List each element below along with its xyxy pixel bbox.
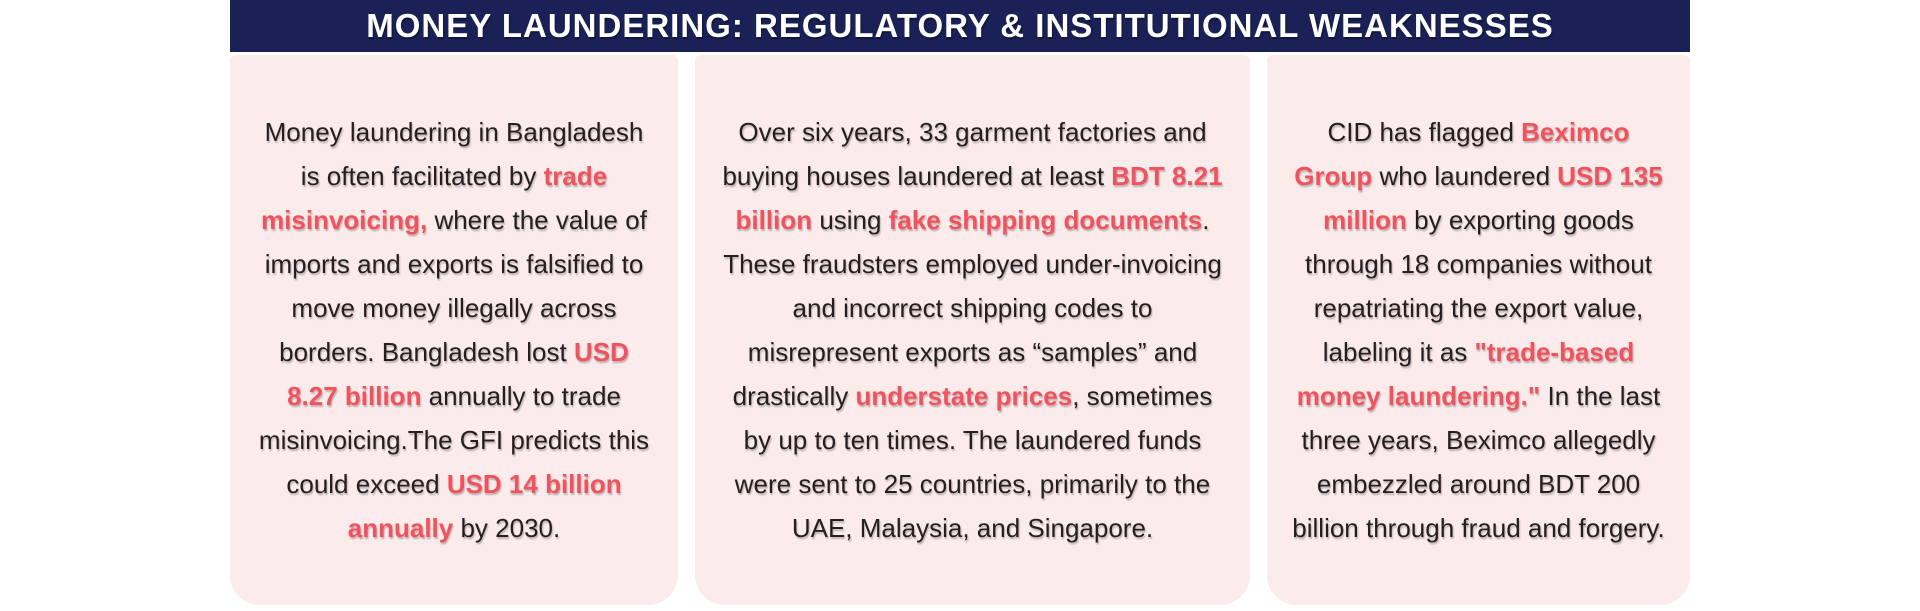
card-text <box>1289 110 1668 550</box>
text-segment: CID has flagged <box>1327 117 1522 147</box>
text-segment: , sometimes by up to ten times. The laundered funds were sent to 25 countries, primarily to the UAE, Malaysia, and Singapore. <box>734 381 1213 543</box>
highlight-text: USD 135 million <box>1323 161 1663 235</box>
infographic <box>230 0 1690 611</box>
text-segment: Money laundering in Bangladesh is often facilitated by <box>264 117 644 191</box>
card-beximco <box>1267 55 1690 605</box>
text-segment: where the value of imports and exports is falsified to move money illegally across borders. Bangladesh lost <box>264 205 647 367</box>
text-segment: annually to trade misinvoicing.The GFI predicts this could exceed <box>258 381 650 499</box>
header-bar <box>230 0 1690 52</box>
text-segment: by exporting goods through 18 companies without repatriating the export value, labeling it as <box>1305 205 1652 367</box>
cards-row <box>230 55 1690 605</box>
card-trade-misinvoicing <box>230 55 678 605</box>
highlight-text: USD 8.27 billion <box>287 337 629 411</box>
highlight-text: understate prices <box>855 381 1073 411</box>
text-segment: using <box>812 205 889 235</box>
text-segment: . These fraudsters employed under-invoicing and incorrect shipping codes to misrepresent exports as “samples” and drastically <box>723 205 1222 411</box>
text-segment: Over six years, 33 garment factories and buying houses laundered at least <box>722 117 1207 191</box>
highlight-text: "trade-based money laundering." <box>1296 337 1635 411</box>
text-segment: In the last three years, Beximco allegedly embezzled around BDT 200 billion through fraud and forgery. <box>1292 381 1665 543</box>
card-text <box>717 110 1228 550</box>
highlight-text: BDT 8.21 billion <box>735 161 1223 235</box>
text-segment: who laundered <box>1372 161 1558 191</box>
card-garment-factories <box>695 55 1250 605</box>
text-segment: by 2030. <box>453 513 561 543</box>
highlight-text: fake shipping documents <box>888 205 1203 235</box>
highlight-text: USD 14 billion annually <box>347 469 622 543</box>
highlight-text: trade misinvoicing, <box>261 161 608 235</box>
page-title: MONEY LAUNDERING: REGULATORY & INSTITUTIONAL WEAKNESSES <box>366 7 1554 44</box>
card-text <box>254 110 654 550</box>
highlight-text: Beximco Group <box>1294 117 1630 191</box>
